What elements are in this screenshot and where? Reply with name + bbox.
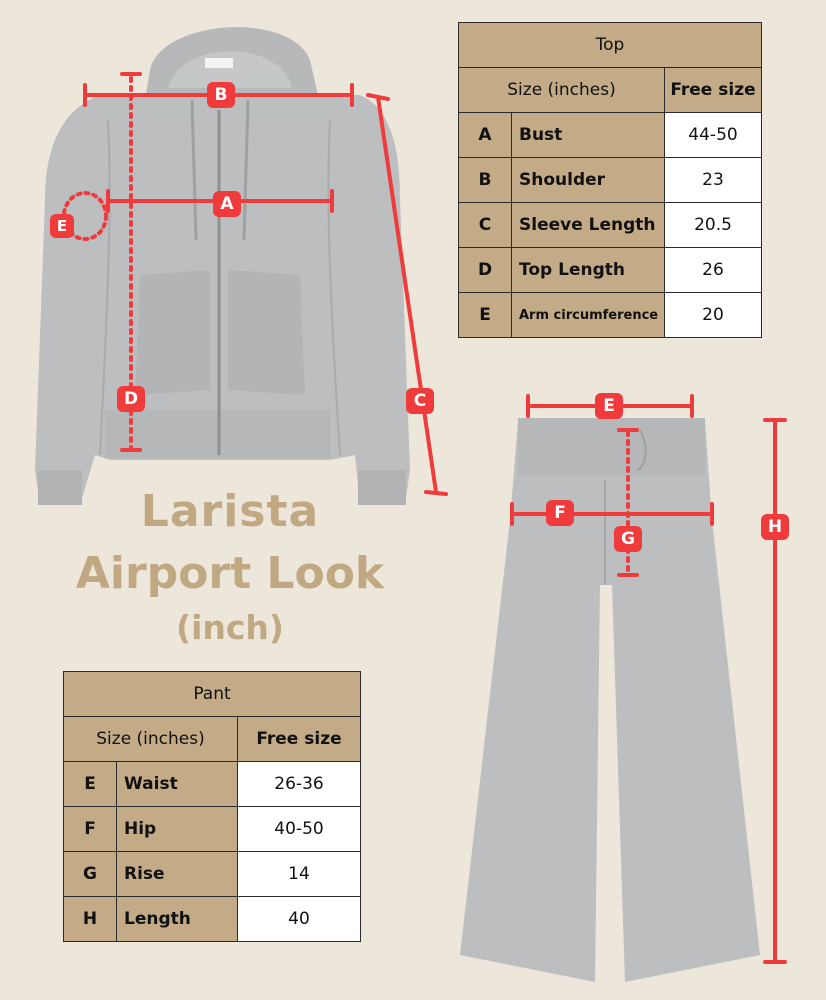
measure-label-waist-e: E [595,393,623,419]
brand-title-line1: Larista [140,486,320,537]
row-code: H [64,897,117,942]
top-table-title: Top [459,23,762,68]
pant-size-header: Size (inches) [64,717,238,762]
row-code: A [459,113,512,158]
row-value: 26 [665,248,762,293]
pant-value-header: Free size [238,717,361,762]
row-value: 20 [665,293,762,338]
row-code: E [64,762,117,807]
row-code: D [459,248,512,293]
row-value: 40 [238,897,361,942]
measure-label-d: D [117,386,145,412]
row-name: Rise [117,852,238,897]
measure-label-f: F [546,500,574,526]
measure-label-e: E [50,214,74,238]
row-code: B [459,158,512,203]
row-name: Bust [512,113,665,158]
row-value: 23 [665,158,762,203]
row-name: Arm circumference [512,293,665,338]
row-value: 14 [238,852,361,897]
brand-title-unit: (inch) [175,608,285,647]
table-row [64,852,361,897]
row-code: F [64,807,117,852]
row-value: 40-50 [238,807,361,852]
row-code: G [64,852,117,897]
row-name: Shoulder [512,158,665,203]
measure-label-h: H [761,514,789,540]
table-row [459,248,762,293]
row-name: Sleeve Length [512,203,665,248]
top-size-header: Size (inches) [459,68,665,113]
measure-label-b: B [207,82,235,108]
table-row [459,203,762,248]
row-name: Waist [117,762,238,807]
table-row [459,293,762,338]
table-row [459,158,762,203]
row-value: 44-50 [665,113,762,158]
row-name: Hip [117,807,238,852]
pant-size-table [63,671,361,942]
table-row [459,113,762,158]
top-size-table [458,22,762,338]
measure-label-g: G [614,526,642,552]
measure-label-a: A [213,191,241,217]
top-value-header: Free size [665,68,762,113]
row-code: C [459,203,512,248]
row-value: 20.5 [665,203,762,248]
row-name: Length [117,897,238,942]
measure-label-c: C [406,388,434,414]
pant-table-title: Pant [64,672,361,717]
brand-title-line2: Airport Look [75,548,385,599]
table-row [64,897,361,942]
row-name: Top Length [512,248,665,293]
table-row [64,807,361,852]
row-value: 26-36 [238,762,361,807]
table-row [64,762,361,807]
row-code: E [459,293,512,338]
